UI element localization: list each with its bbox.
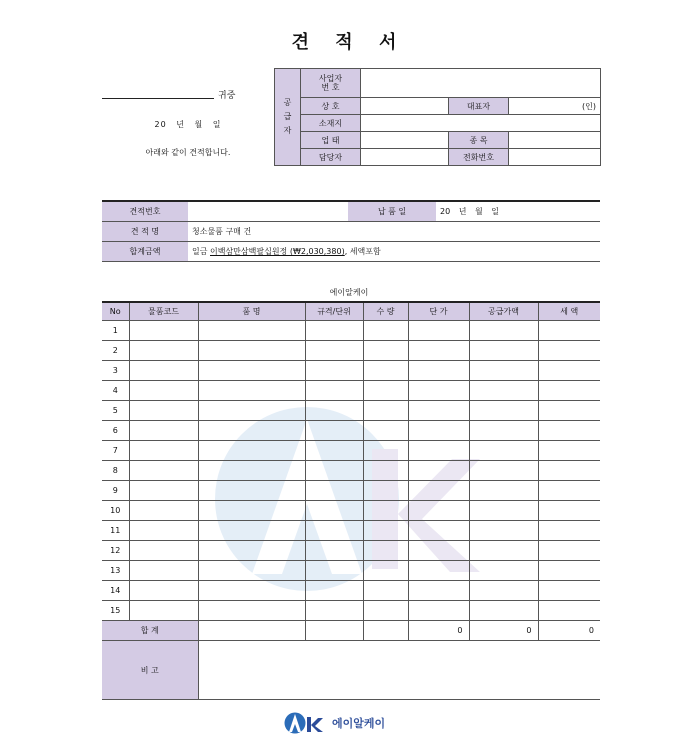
items-total-label: 합 계	[102, 621, 198, 641]
item-cell[interactable]	[129, 581, 198, 601]
row-number: 7	[102, 441, 129, 461]
item-cell[interactable]	[305, 441, 363, 461]
item-cell[interactable]	[538, 461, 600, 481]
item-cell[interactable]	[129, 481, 198, 501]
item-cell[interactable]	[538, 321, 600, 341]
item-cell[interactable]	[538, 361, 600, 381]
item-cell[interactable]	[198, 361, 305, 381]
row-number: 1	[102, 321, 129, 341]
item-cell[interactable]	[469, 341, 538, 361]
total-unit-price: 0	[408, 621, 469, 641]
table-row	[102, 501, 600, 521]
item-cell[interactable]	[538, 401, 600, 421]
item-cell[interactable]	[363, 381, 408, 401]
manager-value[interactable]	[361, 149, 449, 166]
item-cell[interactable]	[305, 561, 363, 581]
item-cell[interactable]	[129, 561, 198, 581]
item-cell[interactable]	[129, 361, 198, 381]
item-cell[interactable]	[469, 541, 538, 561]
item-cell[interactable]	[408, 421, 469, 441]
item-cell[interactable]	[363, 441, 408, 461]
item-cell[interactable]	[363, 341, 408, 361]
total-amount-cell[interactable]	[188, 242, 600, 262]
item-cell[interactable]	[363, 501, 408, 521]
item-cell[interactable]	[538, 441, 600, 461]
supplier-table	[274, 68, 601, 166]
item-cell[interactable]	[305, 341, 363, 361]
item-cell[interactable]	[538, 601, 600, 621]
row-number: 11	[102, 521, 129, 541]
item-cell[interactable]	[469, 321, 538, 341]
phone-value[interactable]	[509, 149, 601, 166]
item-cell[interactable]	[305, 601, 363, 621]
row-number: 4	[102, 381, 129, 401]
seal-mark: (인)	[509, 98, 601, 115]
column-header: No	[102, 302, 129, 321]
phone-label: 전화번호	[449, 149, 509, 166]
delivery-label: 납 품 일	[348, 201, 436, 222]
item-cell[interactable]	[363, 521, 408, 541]
item-cell[interactable]	[408, 561, 469, 581]
item-cell[interactable]	[363, 581, 408, 601]
item-cell[interactable]	[538, 581, 600, 601]
company-value[interactable]	[361, 98, 449, 115]
row-number: 3	[102, 361, 129, 381]
item-cell[interactable]	[469, 601, 538, 621]
remarks-value[interactable]	[198, 641, 600, 700]
recipient-suffix: 귀중	[218, 91, 236, 101]
issue-date: 20 년 월 일	[154, 120, 222, 129]
item-cell[interactable]	[469, 401, 538, 421]
item-cell[interactable]	[129, 441, 198, 461]
row-number: 9	[102, 481, 129, 501]
document-title: 견 적 서	[291, 32, 407, 53]
item-cell[interactable]	[129, 381, 198, 401]
item-cell[interactable]	[469, 381, 538, 401]
item-cell[interactable]	[408, 601, 469, 621]
item-cell[interactable]	[408, 341, 469, 361]
item-cell[interactable]	[198, 461, 305, 481]
table-row	[102, 341, 600, 361]
row-number: 2	[102, 341, 129, 361]
item-cell[interactable]	[129, 501, 198, 521]
supplier-label: 공 급 자	[275, 69, 301, 166]
table-row	[102, 541, 600, 561]
items-table	[102, 301, 600, 700]
item-cell[interactable]	[538, 421, 600, 441]
item-cell[interactable]	[408, 381, 469, 401]
business-type-value[interactable]	[361, 132, 449, 149]
item-cell[interactable]	[538, 541, 600, 561]
item-cell[interactable]	[305, 501, 363, 521]
item-cell[interactable]	[198, 341, 305, 361]
item-cell[interactable]	[408, 401, 469, 421]
item-cell[interactable]	[363, 561, 408, 581]
item-cell[interactable]	[363, 481, 408, 501]
manager-label: 담당자	[301, 149, 361, 166]
item-cell[interactable]	[305, 321, 363, 341]
item-cell[interactable]	[305, 461, 363, 481]
footer-logo	[284, 710, 385, 736]
item-cell[interactable]	[538, 521, 600, 541]
row-number: 5	[102, 401, 129, 421]
row-number: 6	[102, 421, 129, 441]
item-cell[interactable]	[198, 421, 305, 441]
item-cell[interactable]	[538, 501, 600, 521]
company-label: 상 호	[301, 98, 361, 115]
intro-text: 아래와 같이 견적합니다.	[145, 148, 231, 157]
item-cell[interactable]	[408, 501, 469, 521]
item-cell[interactable]	[129, 401, 198, 421]
recipient-blank[interactable]	[102, 98, 214, 99]
total-amount-label: 합계금액	[102, 242, 188, 262]
item-cell[interactable]	[363, 401, 408, 421]
remarks-label: 비 고	[102, 641, 198, 700]
item-cell[interactable]	[408, 361, 469, 381]
table-row	[102, 461, 600, 481]
item-cell[interactable]	[408, 481, 469, 501]
row-number: 10	[102, 501, 129, 521]
item-cell[interactable]	[198, 541, 305, 561]
total-amount-value: 이백삼만삼백팔십원정 (₩2,030,380)	[210, 247, 345, 256]
table-row	[102, 601, 600, 621]
address-label: 소재지	[301, 115, 361, 132]
recipient-line	[102, 88, 240, 102]
subject-label: 견 적 명	[102, 222, 188, 242]
item-cell[interactable]	[129, 521, 198, 541]
item-cell[interactable]	[408, 541, 469, 561]
item-cell[interactable]	[198, 581, 305, 601]
item-cell[interactable]	[538, 381, 600, 401]
quote-no-value[interactable]	[188, 201, 348, 222]
address-value[interactable]	[361, 115, 601, 132]
item-cell[interactable]	[363, 541, 408, 561]
item-cell[interactable]	[408, 461, 469, 481]
row-number: 8	[102, 461, 129, 481]
company-caption: 에이알케이	[329, 288, 369, 297]
item-cell[interactable]	[469, 461, 538, 481]
footer-company-name: 에이알케이	[332, 717, 386, 730]
item-cell[interactable]	[469, 561, 538, 581]
item-cell[interactable]	[469, 361, 538, 381]
item-cell[interactable]	[305, 581, 363, 601]
business-item-label: 종 목	[449, 132, 509, 149]
business-type-label: 업 태	[301, 132, 361, 149]
item-cell[interactable]	[408, 441, 469, 461]
item-cell[interactable]	[129, 461, 198, 481]
column-header: 공급가액	[469, 302, 538, 321]
table-row	[102, 521, 600, 541]
table-row	[102, 441, 600, 461]
item-cell[interactable]	[129, 601, 198, 621]
item-cell[interactable]	[305, 381, 363, 401]
total-prefix: 일금	[192, 247, 210, 256]
item-cell[interactable]	[469, 481, 538, 501]
item-cell[interactable]	[198, 601, 305, 621]
row-number: 14	[102, 581, 129, 601]
column-header: 품 명	[198, 302, 305, 321]
quote-no-label: 견적번호	[102, 201, 188, 222]
column-header: 단 가	[408, 302, 469, 321]
table-row	[102, 361, 600, 381]
column-header: 규격/단위	[305, 302, 363, 321]
item-cell[interactable]	[538, 481, 600, 501]
remarks-row	[102, 641, 600, 700]
subject-value[interactable]: 청소물품 구매 건	[188, 222, 600, 242]
items-header-row	[102, 302, 600, 321]
row-number: 13	[102, 561, 129, 581]
table-row	[102, 581, 600, 601]
item-cell[interactable]	[363, 421, 408, 441]
item-cell[interactable]	[305, 401, 363, 421]
item-cell[interactable]	[129, 421, 198, 441]
ceo-label: 대표자	[449, 98, 509, 115]
item-cell[interactable]	[363, 321, 408, 341]
item-cell[interactable]	[469, 581, 538, 601]
reg-no-label: 사업자 번 호	[301, 69, 361, 98]
ark-logo-icon	[284, 712, 328, 734]
business-item-value[interactable]	[509, 132, 601, 149]
row-number: 12	[102, 541, 129, 561]
total-suffix: , 세액포함	[344, 247, 381, 256]
table-row	[102, 381, 600, 401]
item-cell[interactable]	[363, 461, 408, 481]
item-cell[interactable]	[129, 341, 198, 361]
item-cell[interactable]	[538, 341, 600, 361]
item-cell[interactable]	[408, 581, 469, 601]
table-row	[102, 481, 600, 501]
item-cell[interactable]	[198, 321, 305, 341]
item-cell[interactable]	[129, 541, 198, 561]
item-cell[interactable]	[305, 361, 363, 381]
items-total-cell	[305, 621, 363, 641]
item-cell[interactable]	[198, 521, 305, 541]
items-total-cell	[363, 621, 408, 641]
item-cell[interactable]	[469, 521, 538, 541]
item-cell[interactable]	[198, 561, 305, 581]
column-header: 수 량	[363, 302, 408, 321]
item-cell[interactable]	[305, 521, 363, 541]
total-tax: 0	[538, 621, 600, 641]
table-row	[102, 321, 600, 341]
column-header: 물품코드	[129, 302, 198, 321]
item-cell[interactable]	[469, 441, 538, 461]
delivery-value[interactable]: 20 년 월 일	[436, 201, 600, 222]
item-cell[interactable]	[363, 601, 408, 621]
item-cell[interactable]	[198, 481, 305, 501]
item-cell[interactable]	[129, 321, 198, 341]
row-number: 15	[102, 601, 129, 621]
quote-info-table	[102, 200, 600, 262]
items-total-cell	[198, 621, 305, 641]
item-cell[interactable]	[305, 421, 363, 441]
table-row	[102, 421, 600, 441]
column-header: 세 액	[538, 302, 600, 321]
item-cell[interactable]	[469, 421, 538, 441]
item-cell[interactable]	[305, 481, 363, 501]
reg-no-value[interactable]	[361, 69, 601, 98]
item-cell[interactable]	[305, 541, 363, 561]
table-row	[102, 561, 600, 581]
item-cell[interactable]	[469, 501, 538, 521]
item-cell[interactable]	[538, 561, 600, 581]
items-total-row	[102, 621, 600, 641]
item-cell[interactable]	[408, 321, 469, 341]
item-cell[interactable]	[198, 381, 305, 401]
item-cell[interactable]	[363, 361, 408, 381]
item-cell[interactable]	[198, 501, 305, 521]
total-supply-amount: 0	[469, 621, 538, 641]
item-cell[interactable]	[198, 441, 305, 461]
item-cell[interactable]	[408, 521, 469, 541]
item-cell[interactable]	[198, 401, 305, 421]
table-row	[102, 401, 600, 421]
